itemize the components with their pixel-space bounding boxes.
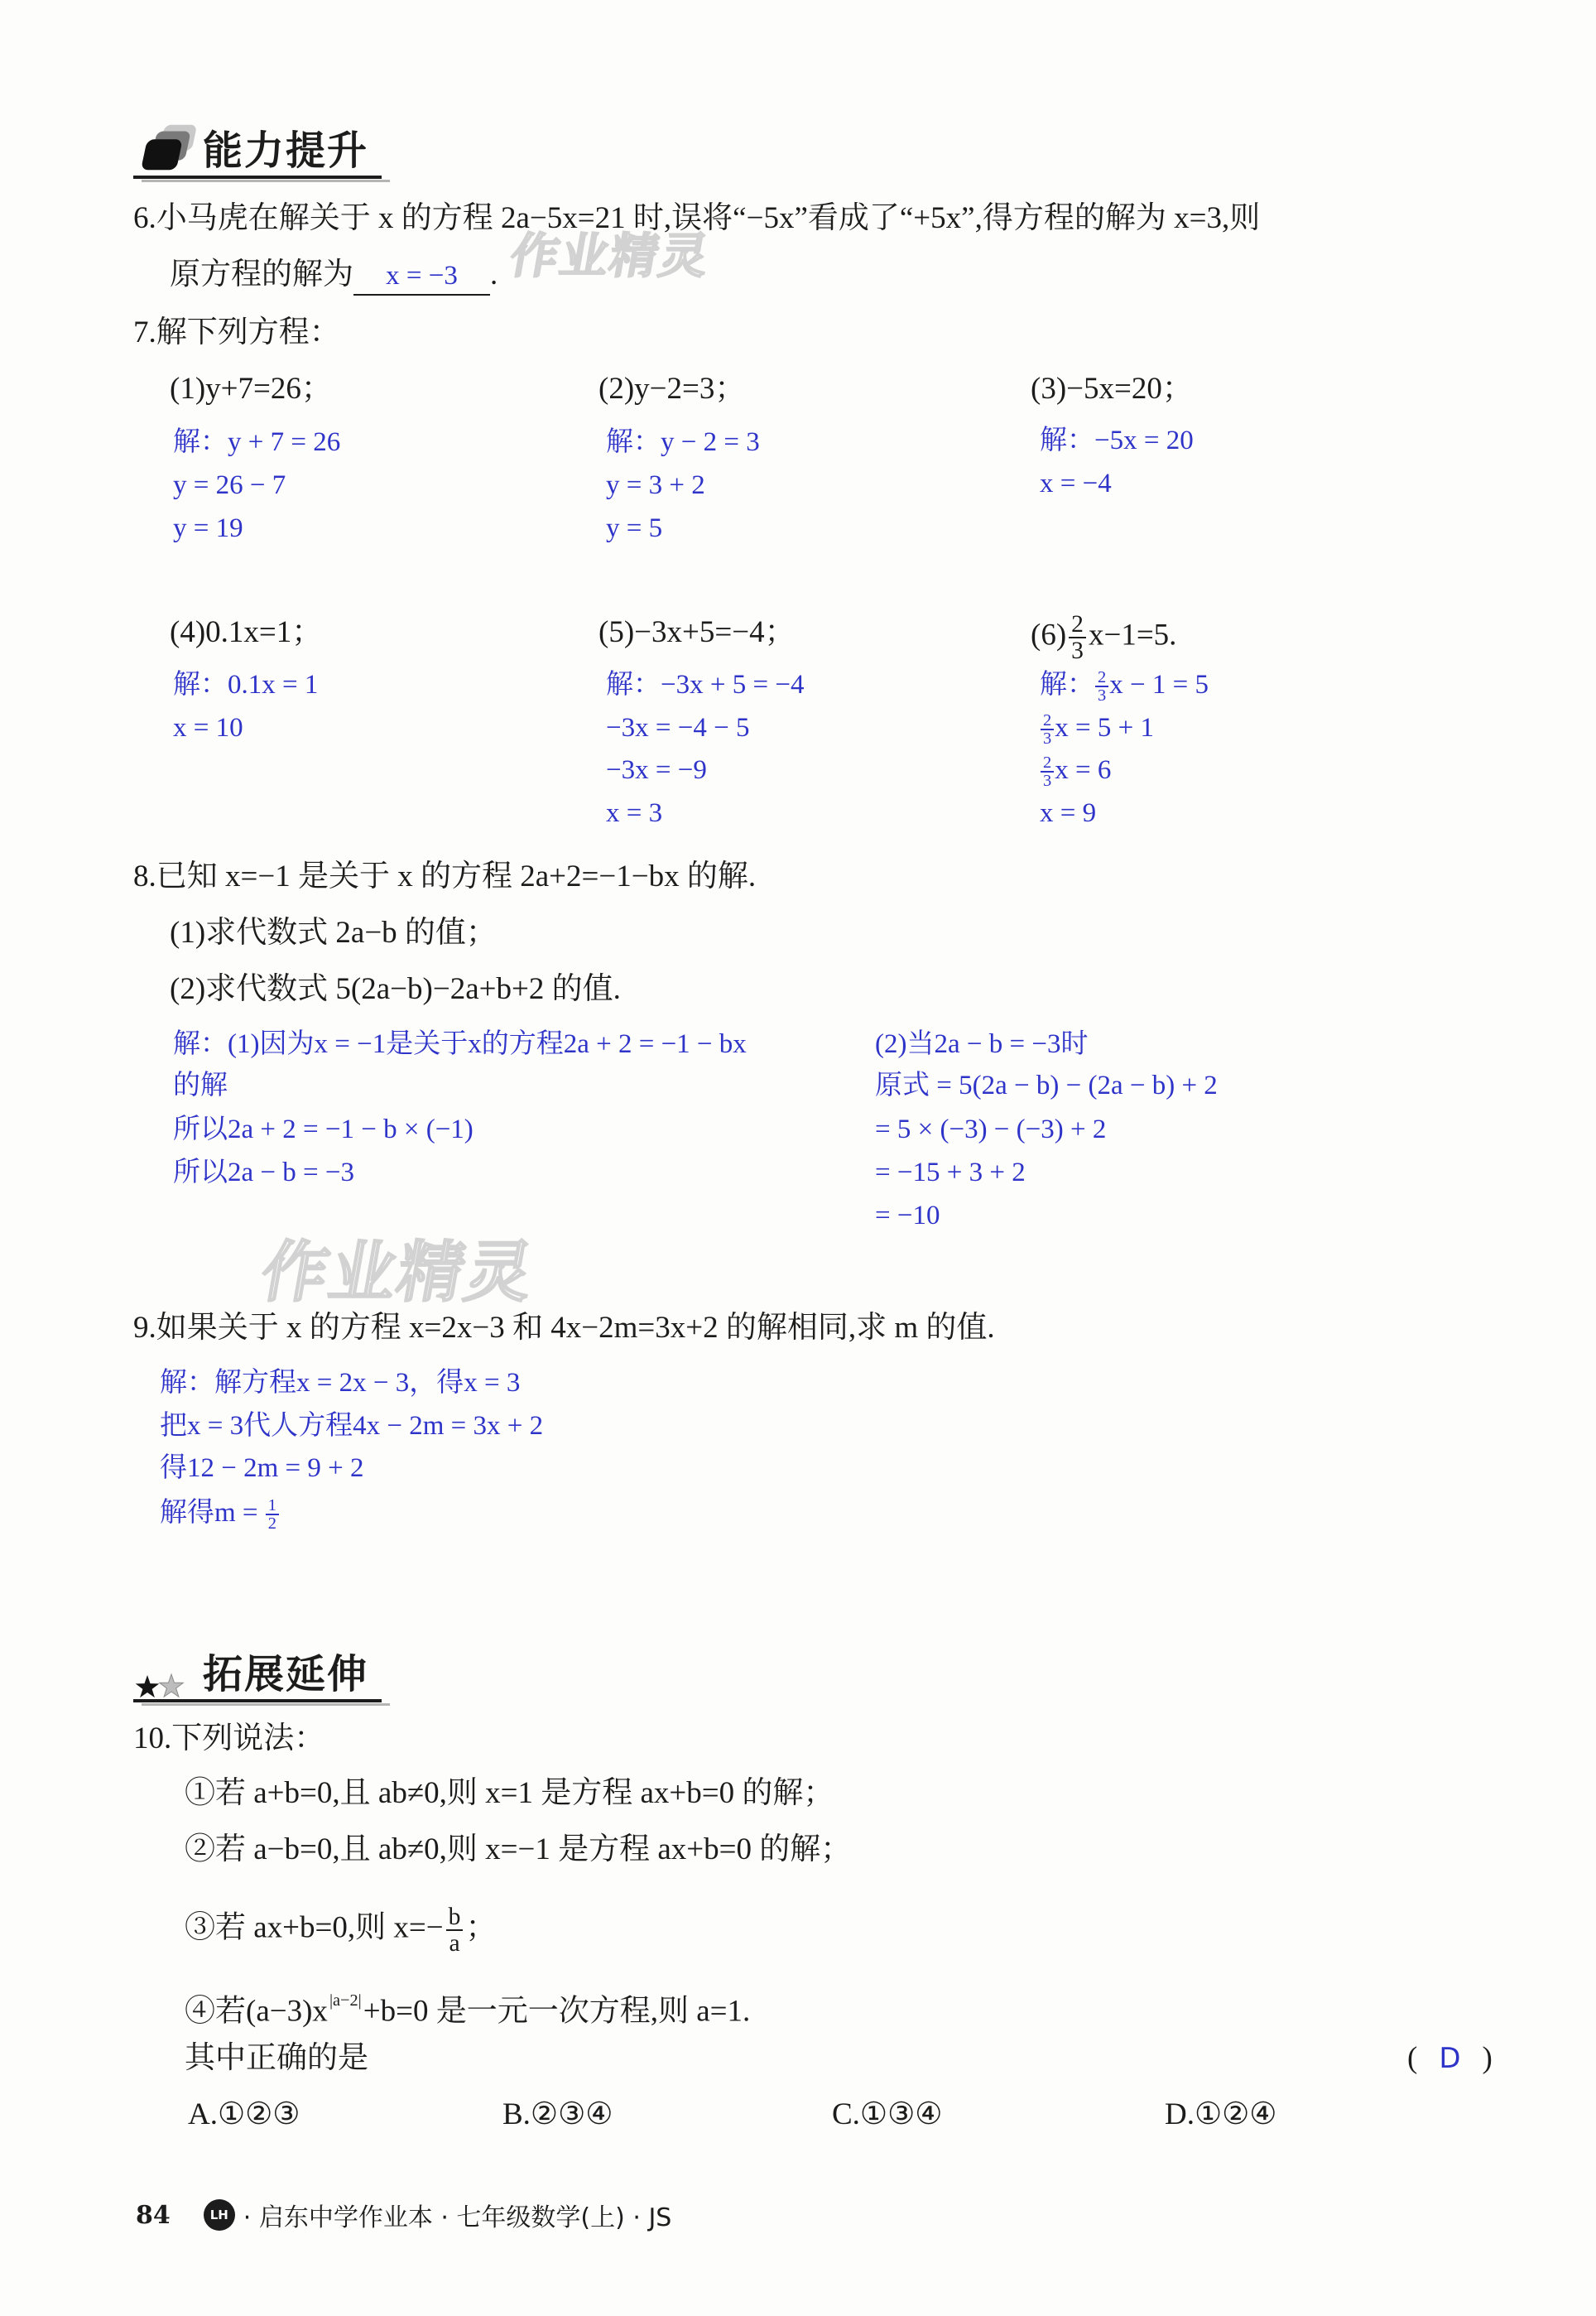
q9-step: 解：解方程x = 2x − 3，得x = 3 xyxy=(160,1368,521,1398)
q7-p1-step: y = 26 − 7 xyxy=(173,470,286,500)
fraction-numerator: 2 xyxy=(1041,754,1054,773)
q7-p6-label-rest: x−1=5. xyxy=(1088,618,1177,652)
header-underline-shadow xyxy=(142,180,390,182)
q7-stem: 7.解下列方程： xyxy=(133,315,340,349)
q7-p2-step: y = 3 + 2 xyxy=(606,470,705,500)
publisher-badge-text: LH xyxy=(209,2208,228,2222)
q10-stem: 10.下列说法： xyxy=(133,1721,325,1755)
q8-stem: 8.已知 x=−1 是关于 x 的方程 2a+2=−1−bx 的解. xyxy=(133,859,757,893)
q7-p6-step2-rest: x = 5 + 1 xyxy=(1055,713,1154,743)
q10-option-b: B.②③④ xyxy=(502,2097,613,2131)
q10-s4-exponent: |a−2| xyxy=(329,1991,362,2010)
q7-p6-label xyxy=(1031,611,1177,665)
fraction-denominator: 3 xyxy=(1043,729,1052,749)
fraction-denominator: 3 xyxy=(1071,638,1084,665)
fraction-denominator: a xyxy=(449,1930,460,1957)
q9-step: 把x = 3代人方程4x − 2m = 3x + 2 xyxy=(160,1411,544,1441)
q8-part-1: (1)求代数式 2a−b 的值； xyxy=(170,916,497,950)
q9-final-prefix: 解得m = xyxy=(160,1498,265,1528)
q7-p6-step2-fraction xyxy=(1041,712,1054,749)
q7-p6-step1-fraction xyxy=(1095,669,1108,705)
q7-p4-step: 解：0.1x = 1 xyxy=(173,670,319,700)
page-footer xyxy=(136,2194,671,2236)
q10-prompt: 其中正确的是 xyxy=(185,2041,368,2075)
q7-p5-label: (5)−3x+5=−4； xyxy=(598,615,796,649)
star-black xyxy=(136,1675,160,1697)
q7-p5-step: 解：−3x + 5 = −4 xyxy=(606,670,805,700)
q7-p1-label: (1)y+7=26； xyxy=(170,372,332,406)
fraction-denominator: 3 xyxy=(1043,772,1052,791)
q8-part-2: (2)求代数式 5(2a−b)−2a+b+2 的值. xyxy=(170,972,621,1006)
q10-statement-1: ①若 a+b=0,且 ab≠0,则 x=1 是方程 ax+b=0 的解； xyxy=(185,1776,834,1810)
q7-p5-step: −3x = −9 xyxy=(606,755,707,785)
q7-p6-label-prefix: (6) xyxy=(1031,618,1067,652)
q10-s3-prefix: ③若 ax+b=0,则 x=− xyxy=(185,1910,444,1945)
q10-statement-2: ②若 a−b=0,且 ab≠0,则 x=−1 是方程 ax+b=0 的解； xyxy=(185,1832,852,1866)
q10-option-c: C.①③④ xyxy=(832,2097,943,2131)
q7-p2-step: 解：y − 2 = 3 xyxy=(606,427,760,457)
header-underline xyxy=(133,1699,382,1702)
q7-p4-label: (4)0.1x=1； xyxy=(170,615,323,649)
q7-p6-step xyxy=(1040,664,1209,705)
q10-answer-bracket xyxy=(1407,2038,1493,2079)
q8-solution-1-line: 所以2a + 2 = −1 − b × (−1) xyxy=(173,1115,474,1144)
q7-p1-step: y = 19 xyxy=(173,513,243,543)
header-underline-shadow xyxy=(142,1703,390,1706)
q7-p6-step1-prefix: 解： xyxy=(1040,670,1094,700)
q7-p6-step3-fraction xyxy=(1041,754,1054,791)
q7-p6-step xyxy=(1040,707,1154,749)
q7-p3-step: x = −4 xyxy=(1040,469,1112,498)
q10-option-d: D.①②④ xyxy=(1165,2097,1277,2131)
paren-open: ( xyxy=(1407,2041,1418,2075)
q7-p2-label: (2)y−2=3； xyxy=(598,372,746,406)
q7-p1-step: 解：y + 7 = 26 xyxy=(173,427,341,457)
tile-front xyxy=(141,139,183,170)
q7-p2-step: y = 5 xyxy=(606,513,663,543)
book-title: · 启东中学作业本 · 七年级数学(上) · JS xyxy=(243,2203,672,2232)
q9-stem: 9.如果关于 x 的方程 x=2x−3 和 4x−2m=3x+2 的解相同,求 m 的值. xyxy=(133,1311,995,1345)
q8-solution-2-line: (2)当2a − b = −3时 xyxy=(875,1029,1089,1059)
q10-s3-fraction xyxy=(446,1904,464,1956)
q7-p6-label-fraction xyxy=(1069,612,1086,663)
fraction-numerator: b xyxy=(446,1904,464,1931)
q9-final xyxy=(160,1492,280,1534)
q7-p3-step: 解：−5x = 20 xyxy=(1040,426,1194,455)
q7-p6-step xyxy=(1040,749,1111,791)
q9-final-fraction xyxy=(266,1497,279,1534)
page-number: 84 xyxy=(136,2200,171,2230)
q8-solution-2-line: = −10 xyxy=(875,1201,940,1230)
q7-p6-step1-rest: x − 1 = 5 xyxy=(1109,670,1209,700)
publisher-badge-icon xyxy=(204,2199,235,2231)
q10-s3-suffix: ； xyxy=(465,1910,497,1945)
q7-p6-step: x = 9 xyxy=(1040,798,1097,828)
header-underline xyxy=(133,176,382,179)
q6-answer: x = −3 xyxy=(386,261,458,291)
section-title: 能力提升 xyxy=(203,128,369,174)
q10-option-a: A.①②③ xyxy=(188,2097,300,2131)
q7-p5-step: x = 3 xyxy=(606,798,663,828)
stacked-tiles-icon xyxy=(133,121,198,174)
q6-answer-blank xyxy=(353,258,490,296)
q10-statement-3 xyxy=(185,1904,497,1957)
paren-close: ) xyxy=(1482,2041,1493,2075)
q7-p5-step: −3x = −4 − 5 xyxy=(606,713,750,743)
fraction-denominator: 3 xyxy=(1098,686,1107,705)
q7-p6-step3-rest: x = 6 xyxy=(1055,755,1112,785)
q10-answer: D xyxy=(1439,2042,1461,2075)
fraction-numerator: 2 xyxy=(1069,612,1086,638)
stars-icon xyxy=(133,1673,196,1701)
q10-s4-prefix: ④若(a−3)x xyxy=(185,1994,328,2029)
star-gray xyxy=(160,1674,184,1697)
section-header-extension xyxy=(133,1639,406,1709)
fraction-numerator: 1 xyxy=(266,1497,279,1516)
q8-solution-2-line: 原式 = 5(2a − b) − (2a − b) + 2 xyxy=(875,1071,1218,1100)
section-title: 拓展延伸 xyxy=(203,1651,369,1697)
q6-line-2 xyxy=(170,254,498,296)
q8-solution-1-line: 解：(1)因为x = −1是关于x的方程2a + 2 = −1 − bx xyxy=(173,1029,747,1059)
q8-solution-1-line: 的解 xyxy=(173,1071,228,1100)
q8-solution-1-line: 所以2a − b = −3 xyxy=(173,1158,354,1187)
q7-p3-label: (3)−5x=20； xyxy=(1031,372,1193,406)
section-header-ability xyxy=(133,116,406,185)
watermark: 作业精灵 xyxy=(255,1234,541,1311)
q8-solution-2-line: = 5 × (−3) − (−3) + 2 xyxy=(875,1115,1107,1144)
q6-line-2-suffix: . xyxy=(490,258,498,291)
watermark: 作业精灵 xyxy=(506,228,715,284)
fraction-denominator: 2 xyxy=(267,1514,276,1534)
q6-line-2-prefix: 原方程的解为 xyxy=(170,258,353,291)
q10-s4-suffix: +b=0 是一元一次方程,则 a=1. xyxy=(363,1994,751,2029)
q8-solution-2-line: = −15 + 3 + 2 xyxy=(875,1158,1026,1187)
q9-step: 得12 − 2m = 9 + 2 xyxy=(160,1453,364,1483)
q6-line-1: 6.小马虎在解关于 x 的方程 2a−5x=21 时,误将“−5x”看成了“+5x”,得方程的解为 x=3,则 xyxy=(133,201,1261,235)
q7-p4-step: x = 10 xyxy=(173,713,243,743)
fraction-numerator: 2 xyxy=(1041,712,1054,731)
fraction-numerator: 2 xyxy=(1095,669,1108,688)
q10-statement-4 xyxy=(185,1980,751,2029)
